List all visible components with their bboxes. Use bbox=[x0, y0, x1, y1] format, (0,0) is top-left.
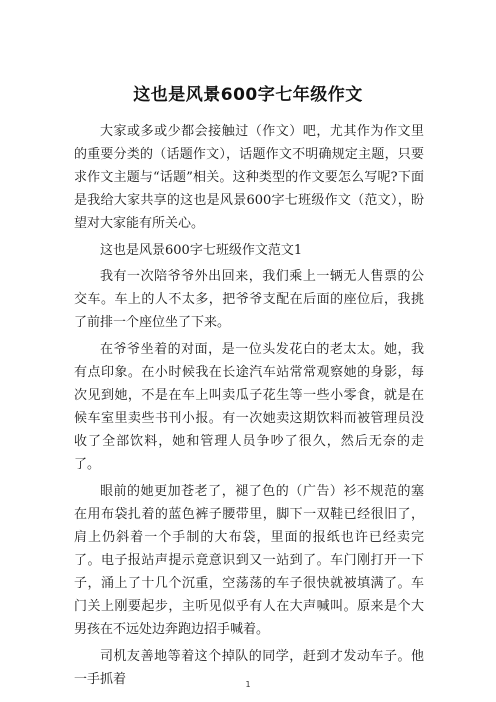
paragraph-intro: 大家或多或少都会接触过（作文）吧，尤其作为作文里的重要分类的（话题作文），话题作文不明确规定主题，只要求作文主题与“话题”相关。这种类型的作文要怎么写呢?下面是我给大家共享的这也是风景600字七班级作文（范文），盼望对大家能有所关心。 bbox=[74, 124, 424, 231]
section-heading: 这也是风景600字七班级作文范文1 bbox=[100, 243, 303, 258]
paragraph: 司机友善地等着这个掉队的同学，赶到才发动车子。他一手抓着 bbox=[74, 649, 424, 687]
document-body bbox=[74, 120, 424, 695]
paragraph: 在爷爷坐着的对面，是一位头发花白的老太太。她，我有点印象。在小时候我在长途汽车站常常观察她的身影，每次见到她，不是在车上叫卖瓜子花生等一些小零食，就是在候车室里卖些书刊小报。有一次她卖这期饮料而被管理员没收了全部饮料，她和管理人员争吵了很久，然后无奈的走了。 bbox=[74, 342, 424, 472]
paragraph: 我有一次陪爷爷外出回来，我们乘上一辆无人售票的公交车。车上的人不太多，把爷爷支配在后面的座位后，我挑了前排一个座位坐了下来。 bbox=[74, 269, 424, 330]
document-title: 这也是风景600字七年级作文 bbox=[133, 85, 363, 105]
paragraph: 眼前的她更加苍老了，褪了色的（广告）衫不规范的塞在用布袋扎着的蓝色裤子腰带里，脚下一双鞋已经很旧了，肩上仍斜着一个手制的大布袋，里面的报纸也许已经卖完了。电子报站声提示竟意识到又一站到了。车门刚打开一下子，涌上了十几个沉重，空荡荡的车子很快就被填满了。车门关上刚要起步，主听见似乎有人在大声喊叫。原来是个大男孩在不远处边奔跑边招手喊着。 bbox=[74, 484, 424, 637]
page-number: 1 bbox=[245, 680, 251, 689]
